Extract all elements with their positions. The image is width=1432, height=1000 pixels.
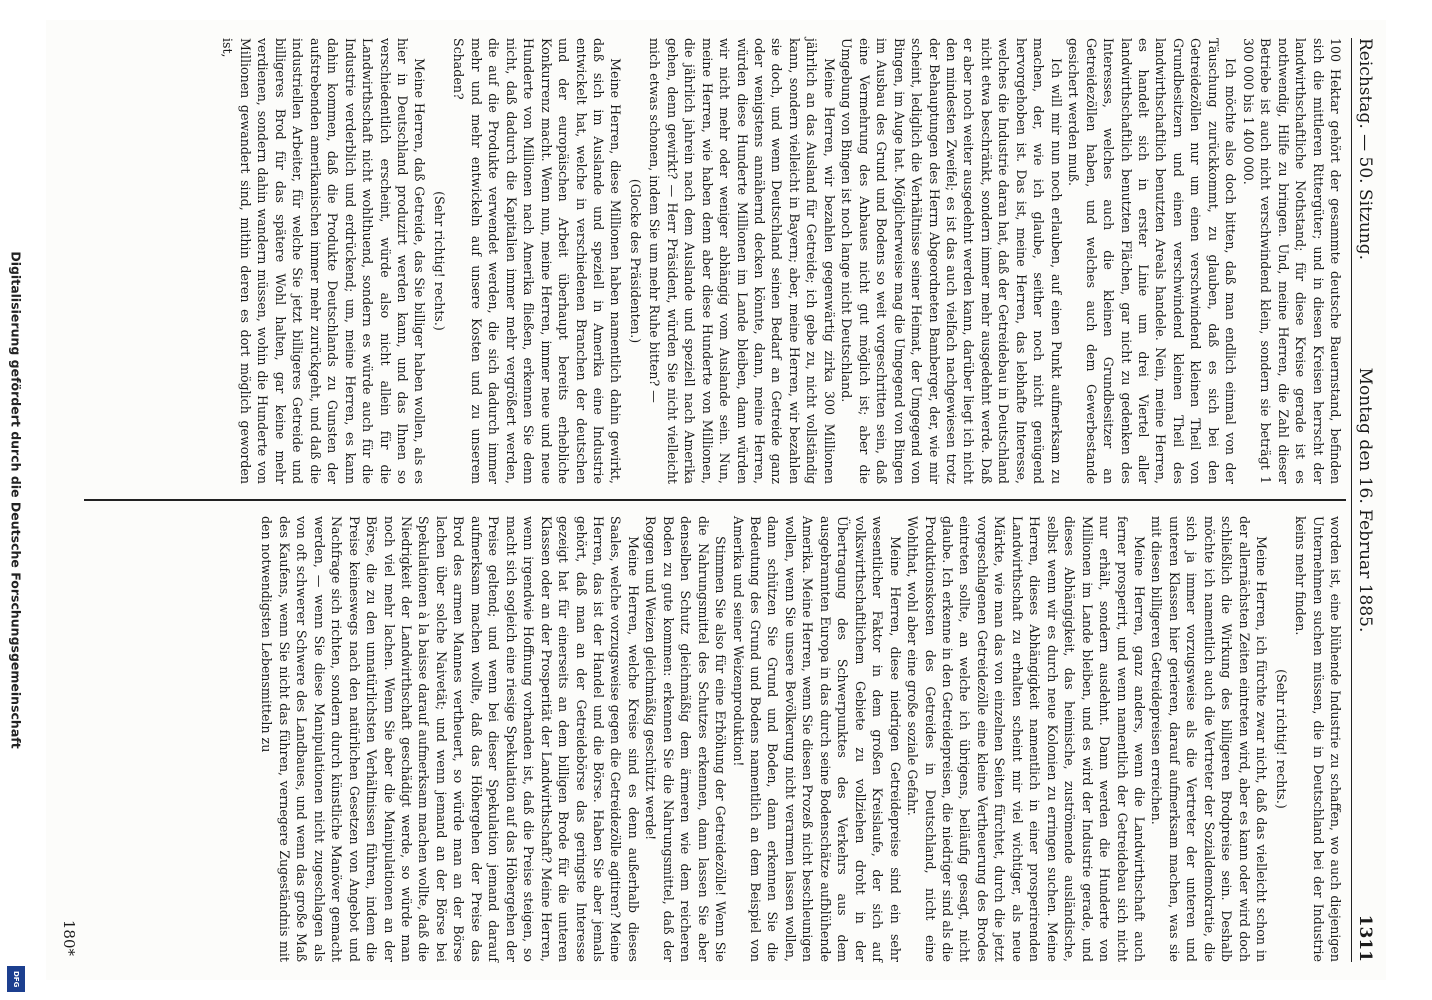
left-remark-2: (Sehr richtig! rechts.) <box>431 191 447 331</box>
left-paragraph-5: Meine Herren, diese Millionen haben namentlich dahin gewirkt, daß sich im Auslande und speziell in Amerika eine Industrie entwickelt hat, welche in verschiedenen Branchen der deutschen und der europäischen Arbeit überhaupt bereits erhebliche Konkurrenz macht. Wenn nun, meine Herren, immer neue und neue Hunderte von Millionen nach Amerika fließen, erkennen Sie denn nicht, daß dadurch die Kapitalien immer mehr vergrößert werden, die auf die Produkte verwendet werden, die sich dadurch immer mehr und mehr entwickeln auf unsere Kosten und zu unserem Schaden? <box>451 38 624 484</box>
left-paragraph-3: Ich will mir nun noch erlauben, auf einen Punkt aufmerksam zu machen, der, wie ich glaube, seither noch nicht genügend hervorgehoben ist. Das ist, meine Herren, das lebhafte Interesse, welches die Industrie daran hat, daß der Getreidebau in Deutschland nicht etwa beschränkt, sondern immer mehr ausgedehnt werde. Daß er aber noch weiter ausgedehnt werden kann, darüber liegt ich nicht den mindesten Zweifel; es ist das auch vielfach nachgewiesen trotz der Behauptungen des Herrn Abgeordneten Bamberger, der, wie mir scheint, lediglich die Verhältnisse seiner Heimat, der Umgegend von Bingen, im Auge hat. Möglicherweise mag die Umgegend von Bingen im Ausbau des Grund und Bodens so weit vorgeschritten sein, daß eine Vermehrung des Anbaues nicht gut möglich ist; aber die Umgebung von Bingen ist noch lange nicht Deutschland. <box>839 38 1064 484</box>
right-paragraph-1: worden ist, eine blühende Industrie zu schaffen, wo auch diejenigen Unternehmen suchen müssen, die in Deutschland bei der Industrie keins mehr finden. <box>1293 516 1343 962</box>
right-remark-1: (Sehr richtig! rechts.) <box>1273 669 1289 809</box>
credit-strip <box>3 0 29 1000</box>
right-column <box>258 516 1344 962</box>
running-header <box>1351 38 1378 962</box>
right-paragraph-6: Meine Herren, welche Kreise sind es denn außerhalb dieses Saales, welche vorzugsweise gegen die Getreidezölle agitiren? Meine Herren, das ist der Handel und die Börse. Haben Sie aber jemals gehört, daß man an der Getreidebörse das geringste Interesse gezeigt hat für einerseits an dem billigen Brode für die unteren Klassen oder an der Prosperität der Landwirthschaft? Meine Herren, wenn irgendwie Hoffnung vorhanden ist, daß die Preise steigen, so macht sich sogleich eine riesige Spekulation auf das Höhergehen der Preise geltend; und wenn bei dieser Spekulation jemand darauf aufmerksam machen wollte, daß das Höhergehen der Preise das Brod des armen Mannes vertheuert, so würde man an der Börse lachen über solche Naivetät; und wenn jemand an der Börse bei Spekulationen à la baisse darauf aufmerksam machen wollte, daß die Niedrigkeit der Landwirthschaft geschädigt werde, so würde man noch viel mehr lachen. Wenn Sie aber die Manipulationen an der Börse, die zu den unnatürlichsten Verhältnissen führen, indem die Preise keineswegs nach den natürlichen Gesetzen von Angebot und Nachfrage sich richten, sondern durch künstliche Manöver gemacht werden, — wenn Sie diese Manipulationen nicht zugeschlagen als von oft schwerer Schwere des Landbaues, und wenn das große Maß des Kaufens, wenn Sie nicht das führen, vernegere Zugeständnis mit den notwendigsten Lebensmitteln zu <box>259 516 641 962</box>
left-column <box>219 38 1344 484</box>
left-paragraph-6: Meine Herren, daß Getreide, das Sie billiger haben wollen, als es hier in Deutschland produzirt werden kann, und das Ihnen so verschiedentlich erscheint, würde also nicht allein für die Landwirthschaft nicht wohlthuend, sondern es würde auch für die Industrie verderblich und erdrückend; um, meine Herren, es kann dahin kommen, daß die Produkte Deutschlands zu Gunsten der aufstrebenden amerikanischen immer mehr zurückgeht, und daß die industriellen Arbeiter, für welche Sie jetzt billigeres Getreide und billigeres Brod für das spätere Wohl halten, gar keine mehr verdienen, sondern dahin wandern müssen, wohin die Hunderte von Millionen gewandert sind, mithin deren es dort möglich geworden ist, <box>220 38 428 484</box>
signature-mark: 180* <box>60 919 78 956</box>
left-paragraph-1: 100 Hektar gehört der gesammte deutsche Bauernstand, befinden sich die mittleren Rittergüter; und in diesen Kreisen herrscht der landwirthschaftliche Nothstand; für diese Kreise gerade ist es nothwendig, Hilfe zu bringen. Und, meine Herren, die Zahl dieser Betriebe ist auch nicht verschwindend klein, sondern sie beträgt 1 300 000 bis 1 400 000. <box>1240 38 1343 484</box>
page-number: 1311 <box>1355 914 1375 962</box>
right-paragraph-5: Stimmen Sie also für eine Erhöhung der Getreidezölle! Wenn Sie die Nahrungsmittel des Schutzes erkennen, dann lassen Sie aber denselben Schutz gleichmäßig dem ärmeren wie dem reicheren Boden zu gute kommen: erkennen Sie die Nahrungsmittel, daß der Roggen und Weizen gleichmäßig geschützt werde! <box>643 516 729 962</box>
column-divider <box>84 499 1346 501</box>
scanned-page <box>46 20 1386 980</box>
header-date: Montag den 16. Februar 1885. <box>1355 367 1375 633</box>
left-paragraph-4: Meine Herren, wir bezahlen gegenwärtig zirka 300 Millionen jährlich an das Ausland für Getreide; ich gebe zu, nicht vollständig kann, sondern vielleicht in Bayern; aber, meine Herren, wir bezahlen sie doch, und wenn Deutschland seinen Bedarf an Getreide ganz oder wenigstens annähernd decken könnte, dann, meine Herren, würden diese Hunderte Millionen im Lande bleiben, dann würden wir nicht mehr oder weniger abhängig vom Auslande sein. Nun, meine Herren, wie haben denn aber diese Hunderte von Millionen, die jährlich jahrein nach dem Auslande und speziell nach Amerika gehen, denn gewirkt? — Herr Präsident, würden Sie nicht vielleicht mich etwas schonen, indem Sie um mehr Ruhe bitten? — <box>647 38 837 484</box>
funding-credit: Digitalisierung gefördert durch die Deutsche Forschungsgemeinschaft <box>8 251 24 749</box>
left-paragraph-2: Ich möchte also doch bitten, daß man endlich einmal von der Täuschung zurückkommt, zu glauben, daß es sich bei den Getreidezöllen nur um einen verschwindend kleinen Theil von Grundbesitzern und einen verschwindend kleinen Theil des landwirthschaftlich benutzten Areals handele. Nein, meine Herren, es handelt sich in erster Linie um drei Viertel aller landwirthschaftlich benutzten Flächen, gar nicht zu gedenken des Interesses, welches auch die kleinen Grundbesitzer an Getreidezöllen haben, und welches auch dem Gewerbestande gesichert werden muß. <box>1066 38 1239 484</box>
dfg-logo-icon: DFG <box>7 966 25 992</box>
right-paragraph-4: Meine Herren, diese niedrigen Getreidepreise sind ein sehr wesentlicher Faktor in dem großen Kreislaufe, der sich auf volkswirthschaftlichem Gebiete zu vollziehen droht in der Übertragung des Schwerpunktes des Verkehrs aus dem ausgebrannten Europa in das durch seine Bodenschätze aufblühende Amerika. Meine Herren, wenn Sie diesen Prozeß nicht beschleunigen wollen, wenn Sie unsere Bevölkerung nicht verarmen lassen wollen, dann schützen Sie Grund und Boden, dann erkennen Sie die Bedeutung des Grund und Bodens namentlich an dem Beispiel von Amerika und seiner Weizenproduktion! <box>730 516 903 962</box>
right-paragraph-2: Meine Herren, ich fürchte zwar nicht, daß das vielleicht schon in der allernächsten Zeiten eintreten wird, aber es kann oder wird doch schließlich die Wirkung des billigeren Brodpreise sein. Deshalb möchte ich namentlich auch die Vertreter der Sozialdemokratie, die sich ja immer vorzugsweise als die Vertreter der unteren und unteren Klassen hier gerieren, darauf aufmerksam machen, was sie mit diesen billigeren Getreidepreisen erreichen. <box>1149 516 1270 962</box>
left-remark-1: (Glocke des Präsidenten.) <box>627 178 643 344</box>
header-left: Reichstag. — 50. Sitzung. <box>1355 38 1375 261</box>
right-paragraph-3: Meine Herren, ganz anders, wenn die Landwirthschaft auch ferner prosperirt, und wenn namentlich der Getreidebau sich nicht nur erhält, sondern ausdehnt. Dann werden die Hunderte von Millionen im Lande bleiben, und es wird der Industrie gerade, und dieses Abhängigkeit, das heimische, zuströmende ausländische, selbst wenn wir es durch neue Kolonien zu erringen suchen. Meine Herren, dieses Abhängigkeit namentlich in einer prosperirenden Landwirthschaft zu erhalten scheint mir viel wichtiger, als neue Märkte, wie man das von einzelnen Seiten fürchtet, durch die jetzt vorgeschlagenen Getreidezölle eine kleine Vertheuerung des Brodes eintreten sollte, an welche ich übrigens, beiläufig gesagt, nicht glaube. Ich erkenne in den Getreidepreisen, die niedriger sind als die Produktionskosten des Getreides in Deutschland, nicht eine Wohlthat, wohl aber eine große soziale Gefahr. <box>905 516 1148 962</box>
